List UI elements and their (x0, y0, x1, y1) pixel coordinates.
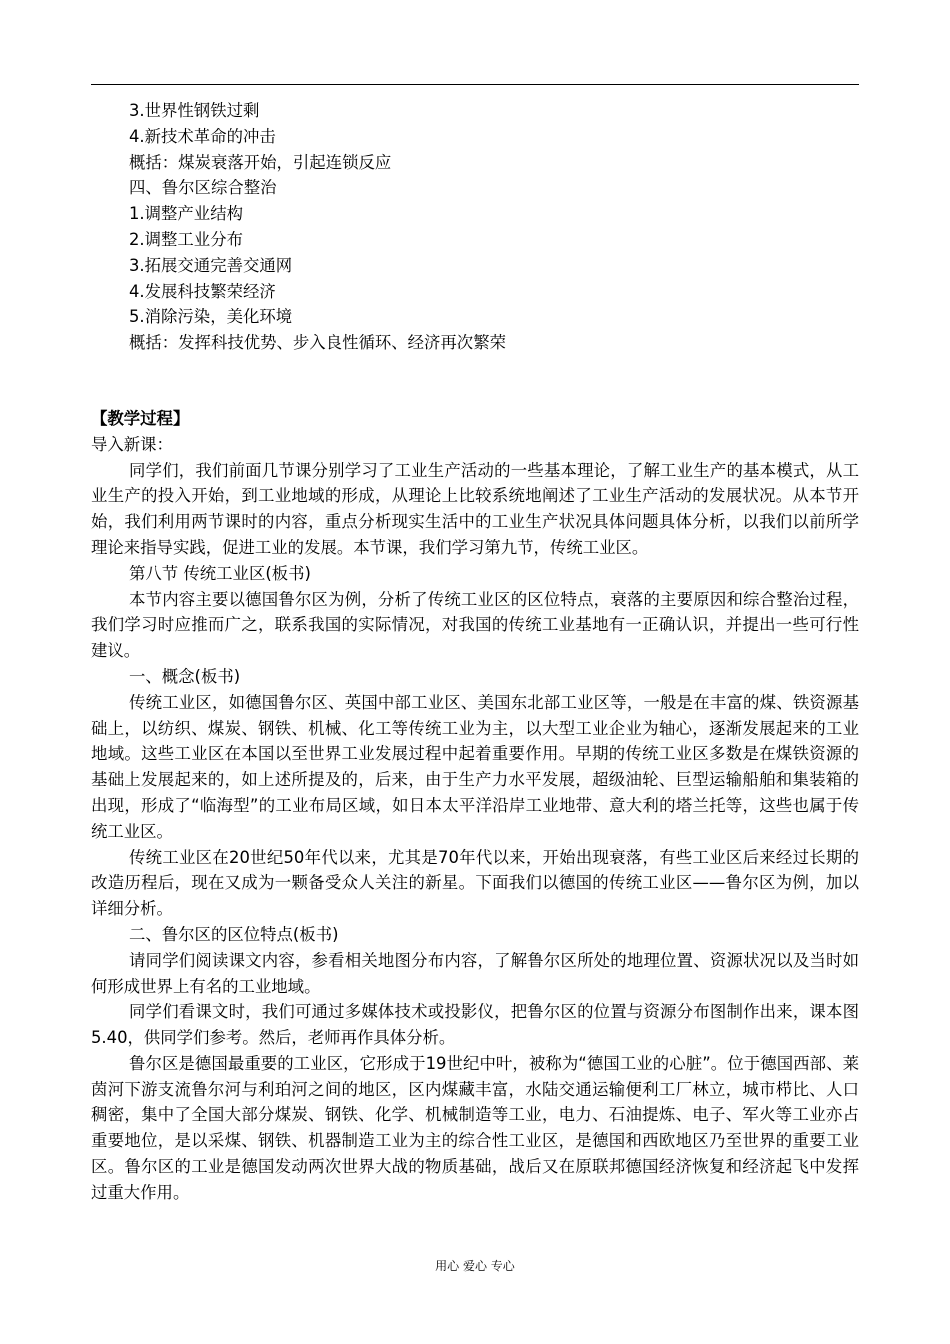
summary-item: 4.新技术革命的冲击 (129, 126, 276, 146)
summary-item: 5.消除污染，美化环境 (129, 307, 293, 327)
summary-item: 1.调整产业结构 (129, 204, 243, 224)
location-title: 二、鲁尔区的区位特点(板书) (129, 924, 339, 944)
concept-title: 一、概念(板书) (129, 666, 241, 686)
overview-paragraph: 本节内容主要以德国鲁尔区为例，分析了传统工业区的区位特点，衰落的主要原因和综合整治过程，我们学习时应推而广之，联系我国的实际情况，对我国的传统工业基地有一正确认识，并提出一些可行性建议。 (91, 589, 859, 661)
media-paragraph: 同学们看课文时，我们可通过多媒体技术或投影仪，把鲁尔区的位置与资源分布图制作出来，课本图5.40，供同学们参考。然后，老师再作具体分析。 (91, 1002, 859, 1048)
header-rule (91, 84, 859, 85)
reading-paragraph: 请同学们阅读课文内容，参看相关地图分布内容，了解鲁尔区所处的地理位置、资源状况以及当时如何形成世界上有名的工业地域。 (91, 950, 859, 996)
intro-paragraph: 同学们，我们前面几节课分别学习了工业生产活动的一些基本理论，了解工业生产的基本模式，从工业生产的投入开始，到工业地域的形成，从理论上比较系统地阐述了工业生产活动的发展状况。从本节开始，我们利用两节课时的内容，重点分析现实生活中的工业生产状况具体问题具体分析，以我们以前所学理论来指导实践，促进工业的发展。本节课，我们学习第九节，传统工业区。 (91, 460, 859, 557)
intro-label: 导入新课： (91, 434, 173, 454)
summary-item: 4.发展科技繁荣经济 (129, 281, 276, 301)
concept-paragraph: 传统工业区，如德国鲁尔区、英国中部工业区、美国东北部工业区等，一般是在丰富的煤、铁资源基础上，以纺织、煤炭、钢铁、机械、化工等传统工业为主，以大型工业企业为轴心，逐渐发展起来的工业地域。这些工业区在本国以至世界工业发展过程中起着重要作用。早期的传统工业区多数是在煤铁资源的基础上发展起来的，如上述所提及的，后来，由于生产力水平发展，超级油轮、巨型运输船舶和集装箱的出现，形成了“临海型”的工业布局区域，如日本太平洋沿岸工业地带、意大利的塔兰托等，这些也属于传统工业区。 (91, 692, 859, 841)
document-body (91, 98, 859, 1206)
ruhr-paragraph: 鲁尔区是德国最重要的工业区，它形成于19世纪中叶，被称为“德国工业的心脏”。位于德国西部、莱茵河下游支流鲁尔河与利珀河之间的地区，区内煤藏丰富，水陆交通运输便利工厂林立，城市栉比、人口稠密，集中了全国大部分煤炭、钢铁、化学、机械制造等工业，电力、石油提炼、电子、军火等工业亦占重要地位，是以采煤、钢铁、机器制造工业为主的综合性工业区，是德国和西欧地区乃至世界的重要工业区。鲁尔区的工业是德国发动两次世界大战的物质基础，战后又在原联邦德国经济恢复和经济起飞中发挥过重大作用。 (91, 1053, 859, 1202)
summary-conclusion: 概括：发挥科技优势、步入良性循环、经济再次繁荣 (129, 333, 506, 353)
summary-item: 3.拓展交通完善交通网 (129, 255, 293, 275)
decline-paragraph: 传统工业区在20世纪50年代以来，尤其是70年代以来，开始出现衰落，有些工业区后来经过长期的改造历程后，现在又成为一颗备受众人关注的新星。下面我们以德国的传统工业区——鲁尔区为例，加以详细分析。 (91, 847, 859, 919)
summary-conclusion: 概括：煤炭衰落开始，引起连锁反应 (129, 152, 392, 172)
page-footer: 用心 爱心 专心 (435, 1259, 515, 1273)
summary-item: 2.调整工业分布 (129, 229, 243, 249)
section-spacer (91, 356, 859, 406)
summary-section-title: 四、鲁尔区综合整治 (129, 178, 277, 198)
teaching-process-heading: 【教学过程】 (91, 408, 190, 428)
section-title: 第八节 传统工业区(板书) (129, 563, 311, 583)
summary-item: 3.世界性钢铁过剩 (129, 101, 260, 120)
